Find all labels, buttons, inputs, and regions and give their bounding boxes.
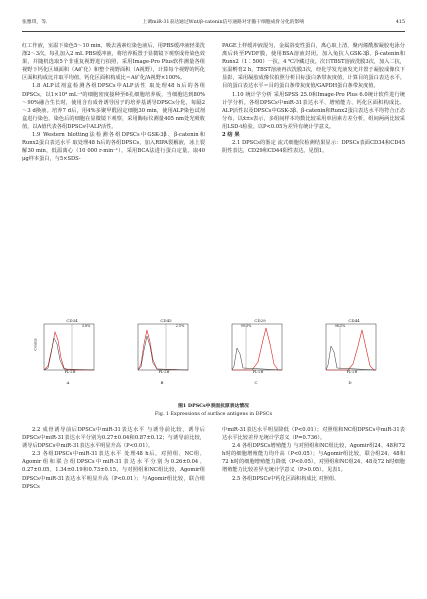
page-number: 415 (395, 19, 405, 25)
marker-label: CD44 (348, 318, 360, 323)
x-axis-label: FL-2H (64, 370, 76, 374)
marker-label: CD29 (254, 318, 266, 323)
paragraph: 2.4 各组DPSCs增殖能力 与对照组和NC组比较，Agomir组24、48和72 h时的细胞增殖能力均升高（P<0.05）；与Agomir组比较，联合组24、48和72 h时的细胞增殖能力降低（P<0.05）。对照组和NC组24、48及72 h时细胞增殖能力比较差异无统计学意义（P>0.05）。见表1。 (222, 443, 405, 474)
paragraph: 1.10 统计学分析 采用SPSS 25.0和Image-Pro Plus 6.0统计软件进行统计学分析。各组DPSCs中miR-31表达水平、增殖能力、钙化区面积构成比、ALP活性以及DPSCs中GSK-3β、β-catenin和Runx2蛋白表达水平均符合正态分布，以x̄±s表示，多组间样本均数比较采用单因素方差分析，组间两两比较采用LSD-t检验。以P<0.05为差异有统计学意义。 (222, 91, 405, 130)
paragraph: 2.1 DPSCs的鉴定 流式细胞仪检测结果显示：DPSCs表面CD34和CD45阴性表达，CD29和CD44阳性表达。见图1。 (222, 140, 405, 155)
y-axis-label: Counts (33, 338, 38, 351)
percent-label: 2.5% (175, 324, 185, 328)
figure-1 (22, 318, 405, 398)
section-heading: 2 结 果 (222, 132, 240, 139)
header-authors: 张雅琪，等． (22, 19, 51, 25)
paragraph: 红工作液，室温下染色5～10 min，吸去茜素红染色液后，用PBS缓冲液轻柔洗涤2～3次。每孔加入2 mL PBS缓冲液，将培养板置于显微镜下观察成骨染色效果，并随机选取5个非重复视野进行拍照，采用Image-Pro Plus软件测量各组视野下钙化区域面积（A矿化）和整个视野面积（A视野），计算每个视野的钙化区面积构成比并取平均值，钙化区面积构成比＝A矿化/A视野×100%。 (22, 43, 205, 82)
figure-caption-cn: 图1 DPSCs中表面抗原表达情况 (178, 403, 249, 409)
paragraph: 1.8 ALP试剂盒检测各组DPSCs中ALP活性 取处理48 h后的各组DPSCs，以1×10⁴ mL⁻¹的细胞密度接种至6孔细胞培养板，当细胞达到80%～90%融合生长时，使用含有成骨诱导因子的培养基诱导DPSCs分化，每隔2～3 d换液。培养7 d后，用4%多聚甲醛固定细胞30 min，使用ALP染色试剂盒进行染色，染色后的细胞在显微镜下观察，采用酶标仪测量405 nm处光吸收值，以A值代表各组DPSCs中ALP活性。 (22, 83, 205, 130)
paragraph: 2.5 各组DPSCs中钙化区面积构成比 对照组、 (232, 475, 340, 482)
paragraph: 1.9 Western blotting法检测各组DPSCs中GSK-3β、β-catenin和Runx2蛋白表达水平 取处理48 h后的各组DPSCs，加入RIPA裂解液，冰上裂解30 min，低温离心（10 000 r·min⁻¹），采用BCA法进行蛋白定量。取40 μg样本蛋白，与5×SDS- (22, 132, 205, 163)
right-column-top (222, 42, 405, 155)
right-column-bottom (222, 426, 405, 483)
flow-panel-cd34 (34, 318, 98, 398)
running-header (22, 17, 405, 29)
left-column-bottom (22, 426, 205, 491)
paragraph: 2.3 各组DPSCs中miR-31表达水平 处理48 h后，对照组、NC组、Agomir组和联合组DPSCs中miR-31表达水平分别为0.26±0.04、0.27±0.05、1.34±0.19和0.73±0.15。与对照组和NC组比较，Agomir组DPSCs中miR-31表达水平明显升高（P<0.01）；与Agomir组比较，联合组DPSCs (22, 451, 205, 490)
flow-panel-cd44 (316, 318, 380, 398)
marker-label: CD34 (66, 318, 78, 323)
flow-panel-cd29 (222, 318, 286, 398)
panel-letter: D (348, 380, 352, 385)
paragraph: 2.2 成骨诱导前后DPSCs中miR-31表达水平 与诱导前比较，诱导后DPSCs中miR-31表达水平分别为0.27±0.04和0.87±0.12；与诱导前比较，诱导后DPSCs中miR-31表达水平明显升高（P<0.01）。 (22, 427, 205, 450)
paragraph: PAGE上样缓冲液混匀，金属浴变性蛋白，离心取上清，聚丙烯酰胺凝胶电泳分离后转至PVDF膜，使用BSA溶液封闭。加入兔抗人GSK-3β、β-catenin和Runx2（1∶500）一抗，4 ℃冷藏过夜。次日TBST溶液洗膜3次，加入二抗，室温孵育2 h，TBST溶液再次洗膜3次，经化学发光液发光并置于凝胶成像仪下显影，采用凝胶成像仪拍照分析目标蛋白条带灰度值，计算目的蛋白表达水平。目的蛋白表达水平＝目的蛋白条带灰度值/GAPDH蛋白条带灰度值。 (222, 43, 405, 90)
paragraph: 中miR-31表达水平明显降低（P<0.01）；对照组和NC组DPSCs中miR-31表达水平比较差异无统计学意义（P=0.736）。 (222, 427, 405, 442)
x-axis-label: FL-2H (252, 370, 264, 374)
x-axis-label: FL-2H (346, 370, 358, 374)
flow-panel-cd45 (128, 318, 192, 398)
panel-letter: B (160, 380, 164, 385)
percent-label: 3.8% (81, 324, 91, 328)
percent-label: 98.1% (334, 324, 346, 328)
panel-letter: C (254, 380, 258, 385)
left-column-top (22, 42, 205, 163)
percent-label: 99.3% (240, 324, 252, 328)
panel-letter: A (66, 380, 70, 385)
marker-label: CD45 (160, 318, 172, 323)
header-rule (22, 31, 405, 32)
x-axis-label: FL-2H (158, 370, 170, 374)
header-title: 上调miR-31表达通过Wnt/β-catenin信号通路对牙髓干细胞成骨分化的影响 (142, 19, 305, 25)
figure-caption-en: Fig. 1 Expressions of surface antigens in DPSCs (154, 412, 273, 417)
